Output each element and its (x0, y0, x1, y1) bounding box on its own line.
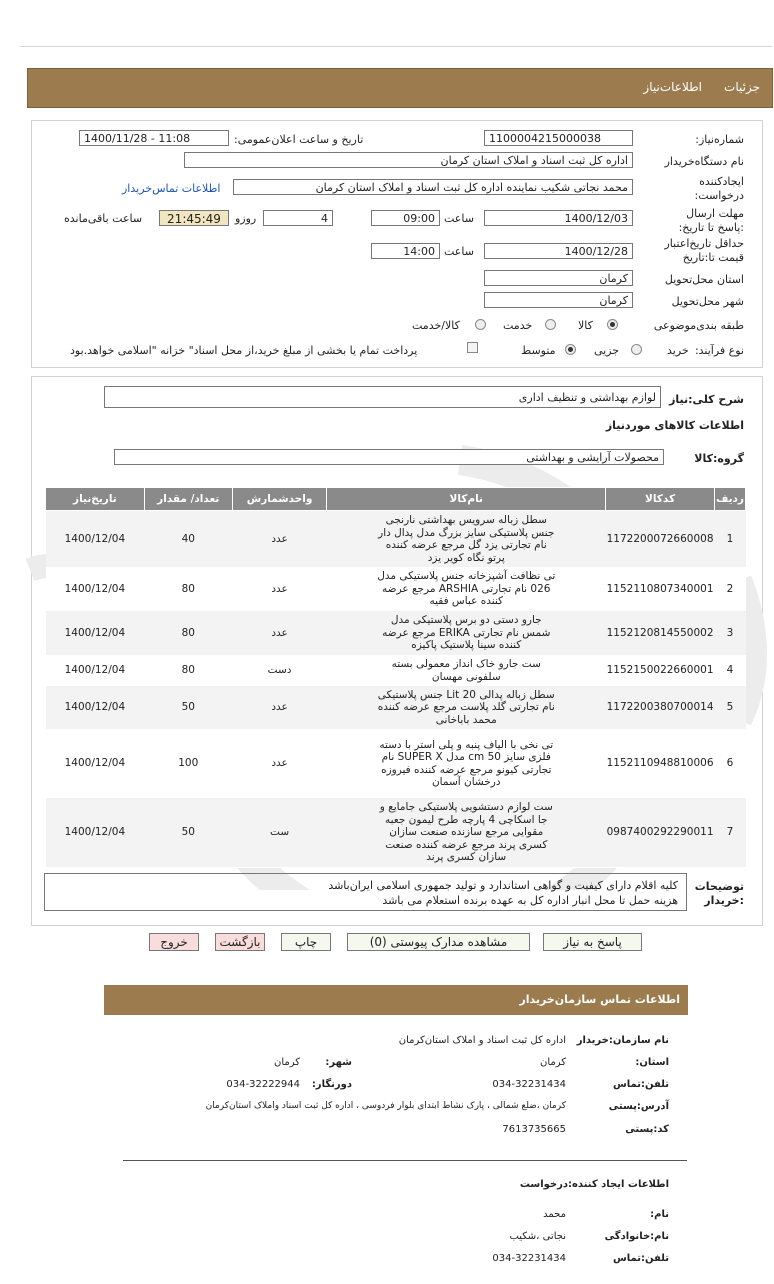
goods-unit: دست (232, 656, 327, 686)
view-attachments-button[interactable]: مشاهده مدارک پیوستی (0) (347, 933, 530, 951)
goods-unit: عدد (232, 568, 327, 611)
table-row (46, 656, 746, 686)
buyer-notes-line2: هزینه حمل تا محل انبار اداره کل به عهده برنده استعلام می باشد (382, 894, 678, 907)
days-label: روزو (235, 212, 257, 225)
category-goods-radio[interactable] (607, 319, 618, 330)
goods-code: 1152120814550002 (606, 611, 715, 656)
col-name-header: نام‌کالا (327, 488, 606, 511)
need-summary-field: لوازم بهداشتی و تنظیف اداری (104, 386, 661, 408)
row-number: 3 (715, 611, 746, 656)
org-label: نام سازمان:خریدار (576, 1035, 669, 1046)
table-row (46, 730, 746, 798)
reply-button[interactable]: پاسخ به نیاز (543, 933, 642, 951)
row-number: 5 (715, 686, 746, 730)
contact-header (104, 985, 688, 1015)
city-value-contact: کرمان (273, 1057, 300, 1068)
need-info-tab[interactable]: اطلاعات‌نیاز (643, 80, 702, 94)
goods-unit: ست (232, 798, 327, 868)
goods-table (45, 487, 746, 868)
table-row (46, 511, 746, 568)
details-tab[interactable]: جزئیات (724, 80, 760, 94)
goods-qty: 80 (144, 611, 232, 656)
row-number: 7 (715, 798, 746, 868)
col-qty-header: تعداد/ مقدار (144, 488, 232, 511)
goods-code: 1152150022660001 (606, 656, 715, 686)
contact-header-title: اطلاعات تماس سازمان‌خریدار (519, 993, 680, 1006)
print-button[interactable]: چاپ (281, 933, 331, 951)
process-minor-label: جزیی (594, 344, 620, 357)
province-field: کرمان (484, 270, 633, 286)
goods-code: 1152110807340001 (606, 568, 715, 611)
buyer-notes-label: توضیحات :خریدار (694, 880, 744, 907)
goods-date: 1400/12/04 (46, 511, 145, 568)
reply-time-field: 09:00 (371, 210, 440, 226)
col-unit-header: واحدشمارش (232, 488, 327, 511)
postal-value: 7613735665 (502, 1124, 566, 1135)
creator-family-label: نام:خانوادگی (604, 1231, 669, 1242)
exit-button[interactable]: خروج (149, 933, 199, 951)
table-row (46, 686, 746, 730)
validity-date-field: 1400/12/28 (484, 243, 633, 259)
days-field: 4 (263, 210, 333, 226)
goods-unit: عدد (232, 611, 327, 656)
goods-name: سطل زباله سرویس بهداشتی نارنجی جنس پلاستیکی سایز بزرگ مدل پدال دار نام تجارتی یزد گل مرجع عرضه کننده پرتو نگاه کویر یزد (327, 511, 606, 568)
row-number: 4 (715, 656, 746, 686)
creator-section-title: اطلاعات ایجاد کننده:درخواست (519, 1179, 669, 1190)
table-row (46, 611, 746, 656)
announce-label: تاریخ و ساعت اعلان‌عمومی: (234, 133, 364, 146)
col-code-header: کدکالا (606, 488, 715, 511)
buyer-contact-link[interactable]: اطلاعات تماس‌خریدار (122, 182, 221, 195)
goods-group-label: گروه:کالا (694, 452, 744, 465)
city-field: کرمان (484, 292, 633, 308)
goods-date: 1400/12/04 (46, 798, 145, 868)
org-value: اداره کل ثبت اسناد و املاک استان‌کرمان (398, 1035, 566, 1046)
province-value-contact: کرمان (539, 1057, 566, 1068)
goods-qty: 100 (144, 730, 232, 798)
goods-date: 1400/12/04 (46, 568, 145, 611)
process-medium-label: متوسط (521, 344, 556, 357)
goods-date: 1400/12/04 (46, 611, 145, 656)
validity-time-label: ساعت (444, 245, 474, 258)
goods-unit: عدد (232, 730, 327, 798)
goods-unit: عدد (232, 686, 327, 730)
fax-value: 034-32222944 (226, 1079, 300, 1090)
buyer-org-label: نام دستگاه‌خریدار (664, 155, 744, 168)
row-number: 2 (715, 568, 746, 611)
province-label-contact: استان: (635, 1057, 669, 1068)
goods-qty: 80 (144, 568, 232, 611)
category-goods-service-label: کالا/خدمت (412, 319, 460, 332)
need-number-label: شماره‌نیاز: (695, 133, 744, 146)
col-row-header: ردیف (715, 488, 746, 511)
goods-date: 1400/12/04 (46, 656, 145, 686)
postal-label: کد:پستی (625, 1124, 669, 1135)
creator-name-label: نام: (650, 1209, 669, 1220)
process-medium-radio[interactable] (565, 344, 576, 355)
payment-note: پرداخت تمام یا بخشی از مبلغ خرید،از محل اسناد" خزانه "اسلامی خواهد.بود (70, 344, 418, 357)
goods-group-field: محصولات آرایشی و بهداشتی (114, 449, 664, 465)
page-header (27, 68, 773, 108)
goods-code: 1152110948810006 (606, 730, 715, 798)
category-goods-label: کالا (578, 319, 593, 332)
reply-date-field: 1400/12/03 (484, 210, 633, 226)
goods-name: ست جارو خاک انداز معمولی بسته سلفونی مهسان (327, 656, 606, 686)
goods-info-title: اطلاعات کالاهای موردنیاز (605, 419, 744, 432)
category-label: طبقه بندی‌موضوعی (653, 319, 744, 332)
fax-label: دورنگار: (311, 1079, 352, 1090)
goods-code: 1172200380700014 (606, 686, 715, 730)
table-row (46, 798, 746, 868)
goods-date: 1400/12/04 (46, 730, 145, 798)
creator-phone-value: 034-32231434 (492, 1253, 566, 1264)
process-minor-radio[interactable] (631, 344, 642, 355)
goods-name: ست لوازم دستشویی پلاستیکی جامایع و جا اسکاچی 4 پارچه طرح لیمون جعبه مقوایی مرجع سازنده صنعت سازان کسری پرند مرجع عرضه کننده صنعت سازان کسری پرند (327, 798, 606, 868)
category-service-radio[interactable] (545, 319, 556, 330)
goods-date: 1400/12/04 (46, 686, 145, 730)
row-number: 6 (715, 730, 746, 798)
announce-field: 1400/11/28 - 11:08 (79, 130, 229, 146)
goods-unit: عدد (232, 511, 327, 568)
address-label: آدرس:پستی (608, 1101, 669, 1112)
creator-label: ایجادکننده درخواست: (694, 175, 744, 202)
need-number-field: 1100004215000038 (484, 130, 633, 146)
creator-field: محمد نجاتی شکیب نماینده اداره کل ثبت اسناد و املاک استان کرمان (233, 179, 633, 195)
category-goods-service-radio[interactable] (475, 319, 486, 330)
phone-label: تلفن:تماس (612, 1079, 669, 1090)
back-button[interactable]: بازگشت (215, 933, 265, 951)
goods-qty: 50 (144, 798, 232, 868)
row-number: 1 (715, 511, 746, 568)
category-service-label: خدمت (503, 319, 533, 332)
remaining-time-field: 21:45:49 (159, 210, 229, 226)
goods-code: 1172200072660008 (606, 511, 715, 568)
payment-treasury-checkbox[interactable] (467, 342, 478, 353)
goods-name: تی نظافت آشپزخانه جنس پلاستیکی مدل 026 نام تجارتی ARSHIA مرجع عرضه کننده عباس فقیه (327, 568, 606, 611)
goods-qty: 80 (144, 656, 232, 686)
validity-time-field: 14:00 (371, 243, 440, 259)
table-row (46, 568, 746, 611)
creator-name-value: محمد (543, 1209, 566, 1220)
goods-name: تی نخی با الیاف پنبه و پلی استر با دسته فلزی سایز 50 cm مدل SUPER X نام تجارتی کیونو مرجع عرضه کننده فیروزه درخشان آسمان (327, 730, 606, 798)
validity-label: حداقل تاریخ‌اعتبار قیمت تا:تاریخ (664, 237, 744, 264)
city-label: شهر محل‌تحویل (671, 295, 744, 308)
col-date-header: تاریخ‌نیاز (46, 488, 145, 511)
address-value: کرمان ،ضلع شمالی ، پارک نشاط ابتدای بلوار فردوسی ، اداره کل ثبت اسناد واملاک استان‌کرمان (205, 1101, 566, 1111)
goods-qty: 50 (144, 686, 232, 730)
goods-name: جارو دستی دو برس پلاستیکی مدل شمس نام تجارتی ERIKA مرجع عرضه کننده سینا پلاستیک پاکیزه (327, 611, 606, 656)
goods-qty: 40 (144, 511, 232, 568)
process-label: نوع فرآیند: (694, 344, 744, 357)
creator-family-value: نجاتی ،شکیب (509, 1231, 566, 1242)
city-label-contact: شهر: (325, 1057, 352, 1068)
remaining-label: ساعت باقی‌مانده (64, 212, 143, 225)
phone-value: 034-32231434 (492, 1079, 566, 1090)
reply-deadline-label: مهلت ارسال :پاسخ تا تاریخ: (678, 207, 744, 234)
buyer-org-field: اداره کل ثبت اسناد و املاک استان کرمان (184, 152, 633, 168)
goods-table-header (46, 488, 746, 511)
buyer-notes-box (44, 873, 687, 911)
reply-time-label: ساعت (444, 212, 474, 225)
buyer-notes-line1: کلیه اقلام دارای کیفیت و گواهی استاندارد و تولید جمهوری اسلامی ایران‌باشد (328, 879, 678, 892)
goods-code: 0987400292290011 (606, 798, 715, 868)
province-label: استان محل‌تحویل (664, 273, 744, 286)
process-purchase-label: خرید (667, 344, 689, 357)
creator-phone-label: تلفن:تماس (612, 1253, 669, 1264)
contact-divider (123, 1160, 687, 1161)
top-divider (20, 46, 772, 47)
goods-name: سطل زباله پدالی 20 Lit جنس پلاستیکی نام تجارتی گلد پلاست مرجع عرضه کننده محمد باباخانی (327, 686, 606, 730)
need-summary-label: شرح کلی:نیاز (669, 393, 744, 406)
